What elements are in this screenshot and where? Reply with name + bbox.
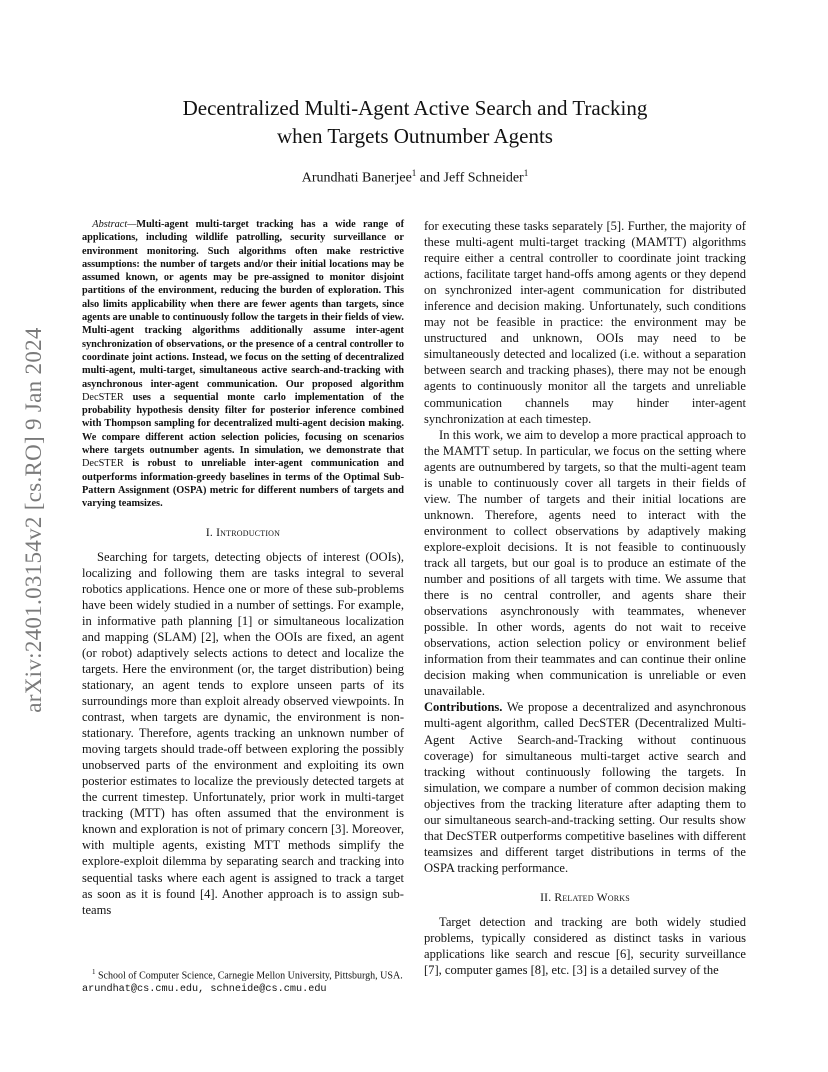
section-heading-introduction: I. Introduction (205, 525, 281, 539)
footnote-affiliation: School of Computer Science, Carnegie Mellon University, Pittsburgh, USA. (98, 970, 403, 982)
author-line (60, 168, 770, 187)
abstract-text: uses a sequential monte carlo implementation of the probability hypothesis density filter for posterior inference combined with Thompson sampling for decentralized multi-agent decision making. We compare different action selection policies, focusing on scenarios where targets outnumber agents. In simulation, we demonstrate that (82, 391, 404, 457)
contributions-text: outperforms competitive baselines with different teamsizes and different target distributions in terms of the OSPA tracking performance. (424, 828, 747, 875)
abstract (82, 218, 404, 511)
left-column (82, 218, 404, 918)
body-paragraph: In this work, we aim to develop a more practical approach to the MAMTT setup. In particular, we focus on the setting where agents are outnumbered by targets, so that the multi-agent team is unable to continuously cover all targets in their fields of view. The number of targets and their initial locations are unknown. Therefore, agents need to interact with the environment to collect observations by adaptively making explore-exploit decisions. It is not feasible to continuously track all targets, but our goal is to produce an estimate of the number and positions of all targets with time. We assume that there is no central controller, and agents share their observations asynchronously with teammates, whenever possible. In other words, agents do not wait to receive observations, action selection policy or environment belief information from their teammates and can continue their online decision making when communication is unreliable or even unavailable. (424, 427, 746, 699)
contributions-text: We propose a decentralized and asynchronous multi-agent algorithm, called (424, 700, 746, 731)
system-name: DecSTER (446, 828, 498, 843)
author-name: Jeff Schneider (443, 170, 524, 186)
contributions-text: for simultaneous multi-target active search and tracking without continuously following the targets. In simulation, we compare a number of common decision making objectives from the tracking literature after adapting them to our simultaneous search-and-tracking setting. Our results show that (424, 748, 746, 843)
title-line-2: when Targets Outnumber Agents (277, 124, 553, 148)
author-conjunction: and (419, 170, 440, 186)
author-name: Arundhati Banerjee (301, 170, 412, 186)
section-heading-related-works: II. Related Works (540, 890, 630, 904)
affiliation-mark: 1 (523, 168, 529, 178)
arxiv-side-stamp (14, 280, 54, 760)
system-name: DecSTER (579, 716, 630, 731)
system-name: DecSTER (82, 458, 124, 470)
body-paragraph: for executing these tasks separately [5]. Further, the majority of these multi-agent multi-target tracking (MAMTT) algorithms require either a central controller to coordinate joint tracking actions, facilitate target hand-offs among agents or they depend on synchronized inter-agent communication for distributed inference and decision making. Unfortunately, such conditions may not be feasible in practice: the environment may be unstructured and unknown, OOIs may need to be simultaneously detected and localized (i.e. without a separation between search and tracking phases), there may not be enough agents to continuously monitor all the targets and unreliable communication channels may hinder inter-agent synchronization at each timestep. (424, 219, 746, 426)
arxiv-identifier: arXiv:2401.03154v2 [cs.RO] 9 Jan 2024 (21, 327, 46, 713)
contributions-paragraph (424, 699, 746, 876)
system-expansion: (Decentralized Multi-Agent Active Search-and-Tracking without continuous coverage) (424, 716, 746, 763)
paper-title (60, 94, 770, 150)
right-column (424, 218, 746, 978)
contributions-label: Contributions. (424, 700, 503, 715)
body-paragraph: Target detection and tracking are both widely studied problems, typically considered as distinct tasks in various applications like search and rescue [6], security surveillance [7], computer games [8], etc. [3] is a detailed survey of the (424, 914, 746, 978)
abstract-text: is robust to unreliable inter-agent communication and outperforms information-greedy baselines in terms of the Optimal Sub-Pattern Assignment (OSPA) metric for different numbers of targets and varying teamsizes. (82, 458, 404, 510)
title-line-1: Decentralized Multi-Agent Active Search and Tracking (182, 96, 648, 120)
footnote-emails: arundhat@cs.cmu.edu, schneide@cs.cmu.edu (82, 984, 327, 996)
system-name: DecSTER (82, 391, 124, 403)
affiliation-mark: 1 (411, 168, 417, 178)
abstract-label: Abstract— (92, 219, 137, 230)
footnote-mark: 1 (92, 968, 96, 976)
body-paragraph: Searching for targets, detecting objects of interest (OOIs), localizing and following them are tasks integral to several robotics applications. Hence one or more of these sub-problems have been widely studied in a number of settings. For example, in informative path planning [1] or simultaneous localization and mapping (SLAM) [2], when the OOIs are fixed, an agent (or robot) adaptively selects actions to detect and localize the targets. Here the environment (or, the target distribution) being stationary, an agent tends to explore unseen parts of its surroundings more than exploit already observed viewpoints. In contrast, when targets are dynamic, the environment is non-stationary. Therefore, agents tracking an unknown number of moving targets should trade-off between exploring the possibly unobserved parts of the environment and exploiting its own posterior estimates to localize the previously detected targets at the current timestep. Unfortunately, prior work in multi-target tracking (MTT) has often assumed that the environment is known and exploration is not of primary concern [3]. Moreover, with multiple agents, existing MTT methods simplify the explore-exploit dilemma by separating search and tracking into sequential tasks where each agent is assigned to track a target as soon as it is found [4]. Another approach is to assign sub-teams (82, 549, 404, 917)
abstract-text: Multi-agent multi-target tracking has a wide range of applications, including wildlife patrolling, security surveillance or environment monitoring. Such algorithms often make restrictive assumptions: the number of targets and/or their initial locations may be assumed known, or agents may be pre-assigned to monitor disjoint partitions of the environment, reducing the burden of exploration. This also limits applicability when there are fewer agents than targets, since agents are unable to continuously follow the targets in their fields of view. Multi-agent tracking algorithms additionally assume inter-agent synchronization of observations, or the presence of a central controller to coordinate joint actions. Instead, we focus on the setting of decentralized multi-agent, multi-target, simultaneous active search-and-tracking with asynchronous inter-agent communication. Our proposed algorithm (82, 219, 404, 390)
footnote (82, 966, 404, 996)
